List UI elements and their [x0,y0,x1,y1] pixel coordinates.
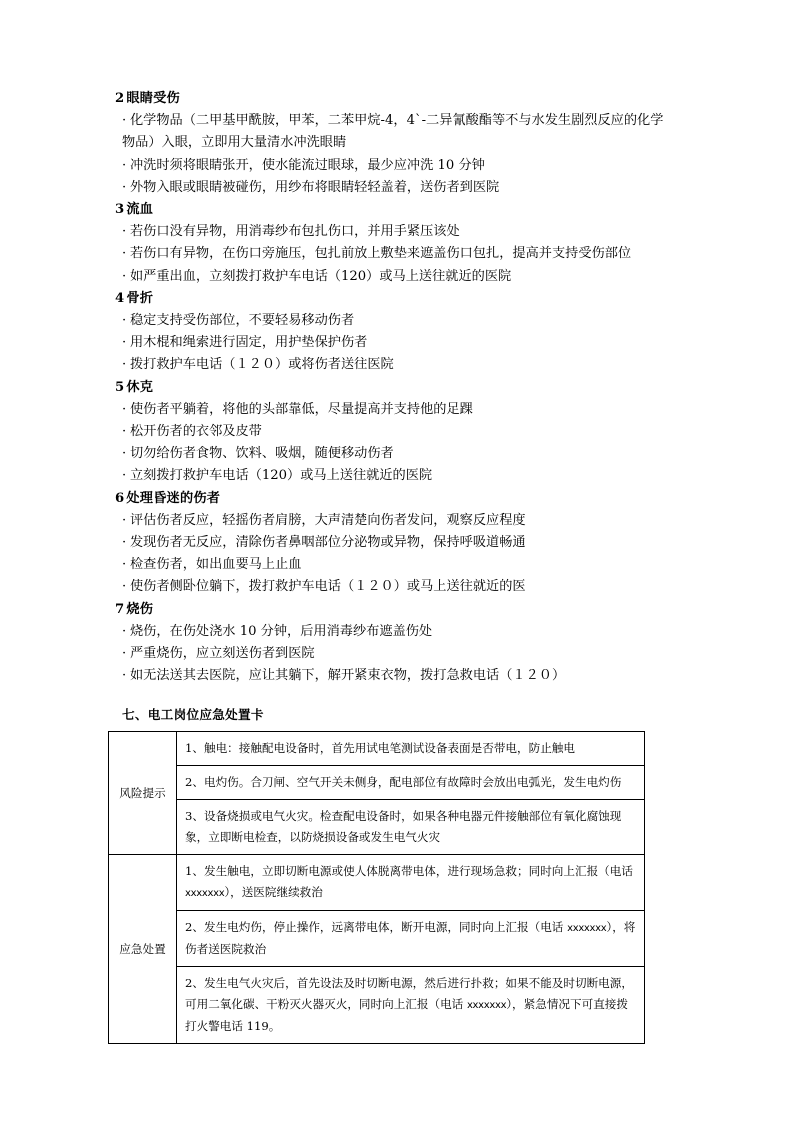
phone-placeholder: xxxxxxx [567,923,607,935]
bullet-text: 评估伤者反应，轻摇伤者肩膀，大声清楚向伤者发问，观察反应程度 [130,512,526,528]
table-row [109,967,645,1044]
bullet-dot-icon: · [122,268,127,284]
bullet-dot-icon: · [122,335,127,351]
bullet-text: 如严重出血，立刻拨打救护车电话（120）或马上送往就近的医院 [130,268,512,284]
bullet-item [115,421,675,443]
bullet-dot-icon: · [122,446,127,462]
table-cell-content: 1、触电：接触配电设备时，首先用试电笔测试设备表面是否带电，防止触电 [177,732,645,766]
bullet-text: 用木棍和绳索进行固定，用护垫保护伤者 [130,335,368,351]
bullet-dot-icon: · [122,246,127,262]
emergency-response-card-table [108,731,645,1044]
section-heading-number: 7 [115,601,125,617]
section-heading-burns [115,599,675,621]
table-row [109,800,645,855]
bullet-dot-icon: · [122,668,127,684]
bullet-item [115,354,675,376]
bullet-text: 拨打救护车电话（１２０）或将伤者送往医院 [130,357,394,373]
bullet-item [115,243,675,265]
bullet-dot-icon: · [122,535,127,551]
bullet-text: 烧伤，在伤处浇水 10 分钟，后用消毒纱布遮盖伤处 [130,623,433,639]
bullet-item [115,510,675,532]
section-heading-unconscious [115,488,675,510]
bullet-text: 外物入眼或眼睛被碰伤，用纱布将眼睛轻轻盖着，送伤者到医院 [130,179,500,195]
section-heading-number: 4 [115,290,125,306]
section-heading-bleeding [115,199,675,221]
bullet-dot-icon: · [122,424,127,440]
bullet-dot-icon: · [122,224,127,240]
table-cell-content: 3、设备烧损或电气火灾。检查配电设备时，如果各种电器元件接触部位有氧化腐蚀现象，立即断电检查，以防烧损设备或发生电气火灾 [177,800,645,855]
bullet-text: 若伤口有异物，在伤口旁施压，包扎前放上敷垫来遮盖伤口包扎，提高并支持受伤部位 [130,246,632,262]
section-heading-text: 眼睛受伤 [126,91,180,106]
bullet-text: 化学物品（二甲基甲酰胺，甲苯，二苯甲烷-4，4`-二异氰酸酯等不与水发生剧烈反应的化学物品）入眼，立即用大量清水冲洗眼睛 [122,113,664,151]
section-heading-eye-injury [115,88,675,110]
table-row [109,732,645,766]
bullet-item [115,554,675,576]
table-cell-content: 2、电灼伤。合刀闸、空气开关未侧身，配电部位有故障时会放出电弧光，发生电灼伤 [177,766,645,800]
bullet-text: 冲洗时须将眼睛张开，使水能流过眼球，最少应冲洗 10 分钟 [130,157,485,173]
bullet-item [115,465,675,487]
table-cell-content: 2、发生电灼伤，停止操作，远离带电体，断开电源，同时向上汇报（电话 xxxxxxx），将伤者送医院救治 [177,911,645,967]
bullet-dot-icon: · [122,557,127,573]
section-heading-shock [115,377,675,399]
bullet-dot-icon: · [122,512,127,528]
first-aid-article [115,88,675,687]
section-heading-text: 烧伤 [126,601,154,617]
bullet-dot-icon: · [122,468,127,484]
bullet-item [115,532,675,554]
table-row-label: 风险提示 [109,732,177,855]
bullet-text: 松开伤者的衣邻及皮带 [130,424,262,440]
table-cell-content: 2、发生电气火灾后，首先设法及时切断电源，然后进行扑救；如果不能及时切断电源，可用二氧化碳、干粉灭火器灭火，同时向上汇报（电话 xxxxxxx），紧急情况下可直接拨打火警电话 119。 [177,967,645,1044]
section-heading-text: 处理昏迷的伤者 [126,490,221,506]
bullet-item [115,621,675,643]
section-heading-text: 流血 [126,202,154,218]
bullet-text: 使伤者侧卧位躺下，拨打救护车电话（１２０）或马上送往就近的医 [130,579,526,595]
bullet-dot-icon: · [122,579,127,595]
card-title: 七、电工岗位应急处置卡 [122,707,264,723]
bullet-text: 检查伤者，如出血要马上止血 [130,557,302,573]
bullet-item [115,221,675,243]
bullet-item [115,266,675,288]
table-row [109,766,645,800]
bullet-item [115,310,675,332]
bullet-item [115,665,675,687]
bullet-text: 切勿给伤者食物、饮料、吸烟，随便移动伤者 [130,446,394,462]
section-heading-number: 5 [115,379,125,395]
table-row [109,855,645,911]
bullet-dot-icon: · [122,157,127,173]
bullet-text: 立刻拨打救护车电话（120）或马上送往就近的医院 [130,468,433,484]
bullet-item [115,332,675,354]
bullet-item [115,443,675,465]
bullet-item [115,643,675,665]
bullet-text: 使伤者平躺着，将他的头部靠低，尽量提高并支持他的足踝 [130,401,473,417]
bullet-dot-icon: · [122,646,127,662]
bullet-item [115,177,675,199]
bullet-text: 如无法送其去医院，应让其躺下，解开紧束衣物，拨打急救电话（１２０） [130,668,566,684]
phone-placeholder: xxxxxxx [466,1000,507,1012]
bullet-text: 稳定支持受伤部位，不要轻易移动伤者 [130,313,355,329]
table-row-label: 应急处置 [109,855,177,1044]
bullet-item [115,576,675,598]
bullet-text: 严重烧伤，应立刻送伤者到医院 [130,646,315,662]
section-heading-number: 6 [115,490,125,506]
bullet-text: 若伤口没有异物，用消毒纱布包扎伤口，并用手紧压该处 [130,224,460,240]
table-row [109,911,645,967]
section-heading-number: 2 [115,91,125,106]
bullet-dot-icon: · [122,179,127,195]
bullet-dot-icon: · [122,401,127,417]
bullet-dot-icon: · [122,623,127,639]
bullet-dot-icon: · [122,357,127,373]
phone-placeholder: xxxxxxx [185,888,225,900]
bullet-item [115,399,675,421]
section-heading-number: 3 [115,202,125,218]
bullet-text: 发现伤者无反应，清除伤者鼻咽部位分泌物或异物，保持呼吸道畅通 [130,535,526,551]
section-heading-text: 休克 [126,379,154,395]
bullet-dot-icon: · [122,113,127,129]
bullet-dot-icon: · [122,313,127,329]
bullet-item [115,155,675,177]
bullet-item [115,110,675,154]
section-heading-fracture [115,288,675,310]
table-cell-content: 1、发生触电，立即切断电源或使人体脱离带电体，进行现场急救；同时向上汇报（电话 xxxxxxx），送医院继续救治 [177,855,645,911]
section-heading-text: 骨折 [126,290,154,306]
